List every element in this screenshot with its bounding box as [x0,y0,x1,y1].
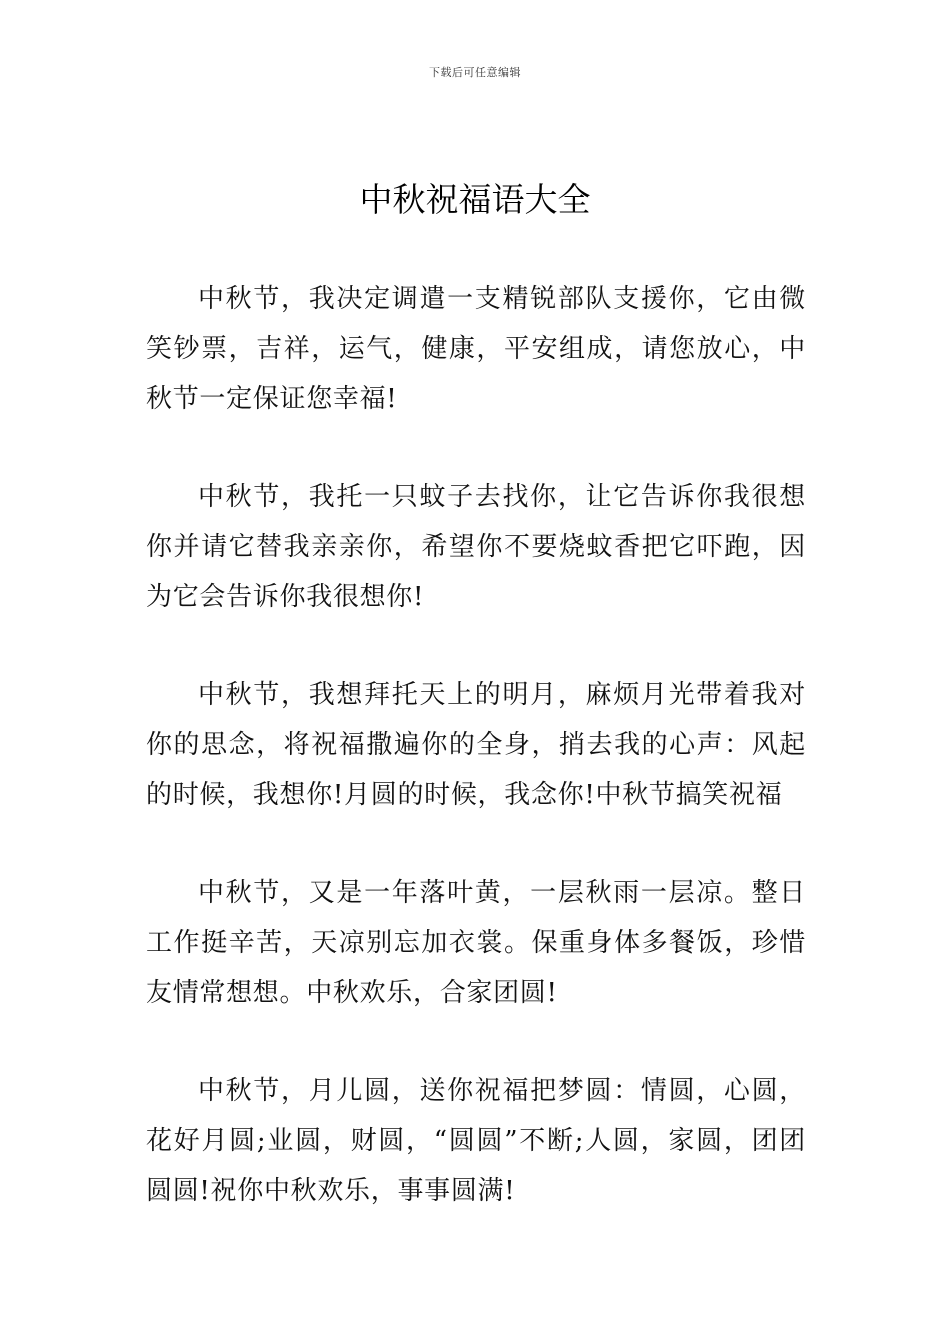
paragraph: 中秋节，月儿圆，送你祝福把梦圆：情圆，心圆，花好月圆;业圆，财圆，“圆圆”不断;人圆，家圆，团团圆圆!祝你中秋欢乐，事事圆满! [146,1076,806,1206]
document-body [146,274,806,1264]
document-title: 中秋祝福语大全 [359,180,591,219]
paragraph: 中秋节，我想拜托天上的明月，麻烦月光带着我对你的思念，将祝福撒遍你的全身，捎去我的心声：风起的时候，我想你!月圆的时候，我念你!中秋节搞笑祝福 [146,680,806,810]
paragraph: 中秋节，又是一年落叶黄，一层秋雨一层凉。整日工作挺辛苦，天凉别忘加衣裳。保重身体多餐饭，珍惜友情常想想。中秋欢乐，合家团圆! [146,878,806,1008]
page-header-note: 下载后可任意编辑 [429,66,521,79]
paragraph: 中秋节，我决定调遣一支精锐部队支援你，它由微笑钞票，吉祥，运气，健康，平安组成，请您放心，中秋节一定保证您幸福! [146,284,806,414]
paragraph: 中秋节，我托一只蚊子去找你，让它告诉你我很想你并请它替我亲亲你，希望你不要烧蚊香把它吓跑，因为它会告诉你我很想你! [146,482,806,612]
